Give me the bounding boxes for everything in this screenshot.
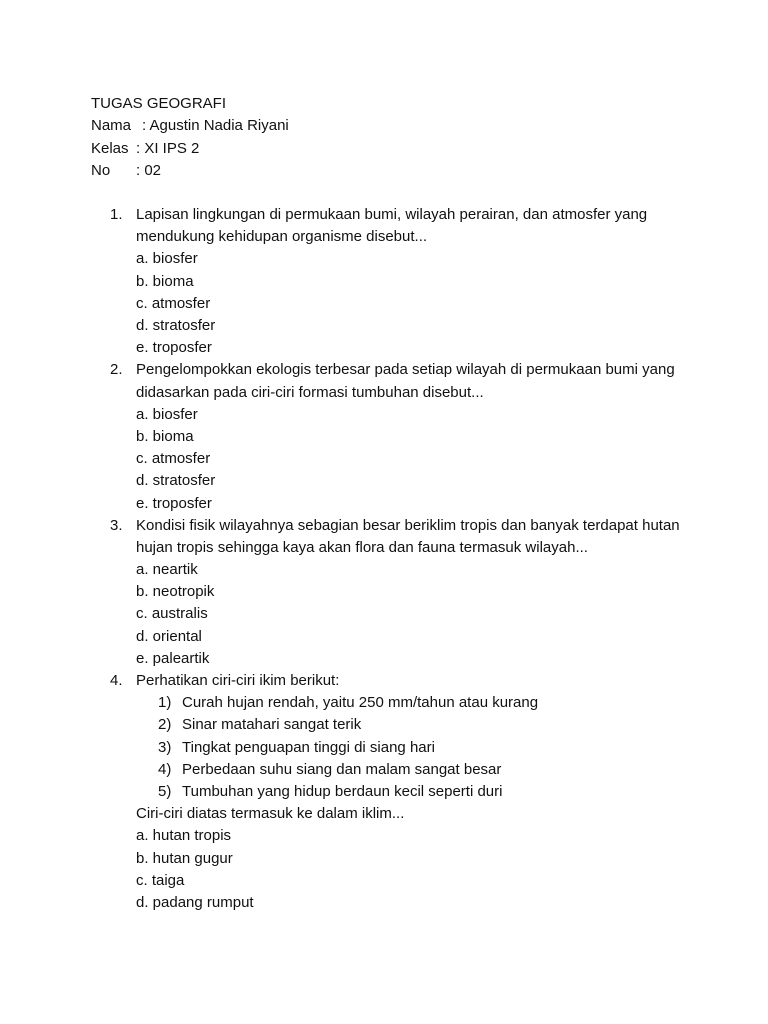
- answer-option: a. hutan tropis: [136, 827, 232, 845]
- no-label: No: [91, 161, 111, 179]
- nama-label: Nama: [91, 117, 132, 135]
- answer-option: b. bioma: [136, 272, 194, 290]
- answer-option: d. padang rumput: [136, 893, 254, 911]
- answer-option: b. bioma: [136, 427, 194, 445]
- question-text: Perhatikan ciri-ciri ikim berikut:: [136, 672, 340, 690]
- answer-option: b. neotropik: [136, 583, 215, 601]
- characteristic-number: 4): [158, 760, 172, 778]
- characteristic-number: 3): [158, 738, 172, 756]
- characteristic-text: Perbedaan suhu siang dan malam sangat besar: [182, 760, 502, 778]
- question-number: 3.: [110, 516, 123, 534]
- answer-option: c. australis: [136, 605, 208, 623]
- kelas-row: [91, 138, 289, 160]
- characteristic-number: 1): [158, 694, 172, 712]
- question-list: [110, 204, 710, 914]
- answer-option: e. paleartik: [136, 649, 210, 667]
- document-header: [91, 93, 289, 182]
- answer-option: d. stratosfer: [136, 316, 216, 334]
- characteristic-item: [110, 759, 710, 781]
- answer-option: e. troposfer: [136, 494, 212, 512]
- kelas-label: Kelas: [91, 139, 129, 157]
- answer-option: d. stratosfer: [136, 472, 216, 490]
- question-prompt: Ciri-ciri diatas termasuk ke dalam iklim...: [136, 805, 405, 823]
- question-text: Pengelompokkan ekologis terbesar pada setiap wilayah di permukaan bumi yang didasarkan pada ciri-ciri formasi tumbuhan disebut...: [136, 361, 675, 401]
- answer-option: a. neartik: [136, 561, 198, 579]
- characteristic-item: [110, 737, 710, 759]
- answer-option: c. atmosfer: [136, 294, 211, 312]
- characteristic-item: [110, 692, 710, 714]
- nama-value: : Agustin Nadia Riyani: [142, 117, 289, 135]
- answer-option: c. taiga: [136, 871, 185, 889]
- characteristic-number: 2): [158, 716, 172, 734]
- document-title: TUGAS GEOGRAFI: [91, 95, 227, 112]
- characteristic-text: Tingkat penguapan tinggi di siang hari: [182, 738, 435, 756]
- question-number: 1.: [110, 206, 123, 223]
- question-number: 2.: [110, 361, 123, 379]
- characteristic-number: 5): [158, 782, 172, 800]
- characteristic-item: [110, 714, 710, 736]
- no-value: : 02: [136, 161, 162, 179]
- answer-option: d. oriental: [136, 627, 202, 645]
- question-text: Lapisan lingkungan di permukaan bumi, wilayah perairan, dan atmosfer yang mendukung kehidupan organisme disebut...: [136, 206, 648, 246]
- answer-option: a. biosfer: [136, 405, 198, 423]
- question-1: [110, 204, 710, 359]
- characteristic-item: [110, 781, 710, 803]
- nama-row: [91, 115, 289, 137]
- question-3: [110, 515, 710, 670]
- answer-option: a. biosfer: [136, 250, 198, 268]
- question-text: Kondisi fisik wilayahnya sebagian besar beriklim tropis dan banyak terdapat hutan hujan tropis sehingga kaya akan flora dan fauna termasuk wilayah...: [136, 516, 680, 556]
- question-number: 4.: [110, 672, 123, 690]
- characteristic-text: Tumbuhan yang hidup berdaun kecil seperti duri: [182, 782, 503, 800]
- question-4: [110, 670, 710, 914]
- answer-option: c. atmosfer: [136, 450, 211, 468]
- characteristic-text: Curah hujan rendah, yaitu 250 mm/tahun atau kurang: [182, 694, 539, 712]
- kelas-value: : XI IPS 2: [136, 139, 200, 157]
- question-2: [110, 359, 710, 514]
- answer-option: e. troposfer: [136, 339, 212, 357]
- no-row: [91, 160, 289, 182]
- characteristic-text: Sinar matahari sangat terik: [182, 716, 362, 734]
- answer-option: b. hutan gugur: [136, 849, 233, 867]
